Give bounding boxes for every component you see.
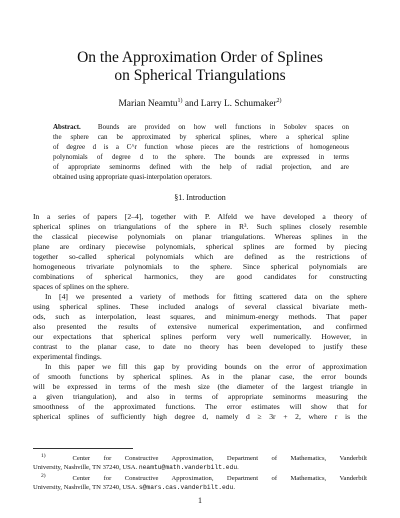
footnote-mark: 1): [41, 453, 46, 459]
paragraph: [33, 212, 367, 292]
paragraph: [33, 292, 367, 362]
title-line-2: on Spherical Triangulations: [114, 67, 286, 84]
paragraph-line: will be expressed in terms of the mesh size (the diameter of the largest triangle in: [33, 382, 367, 391]
author-name: Larry L. Schumaker: [200, 99, 277, 110]
paragraph-line: ods, such as interpolation, least squares, and minimum-energy methods. That paper: [33, 312, 367, 321]
abstract-line: of degree d is a C^r function whose pieces are the restrictions of homogeneous: [53, 143, 349, 151]
abstract-line: polynomials of degree d to the sphere. The bounds are expressed in terms: [53, 153, 349, 161]
paragraph-line: experimental findings.: [33, 352, 102, 361]
paragraph-line: In a series of papers [2–4], together with P. Alfeld we have developed a theory of: [33, 212, 367, 221]
paragraph-line: spherical splines on triangulations of the sphere in R³. Such splines closely resemble: [33, 222, 367, 231]
paragraph-line: also presented the results of extensive numerical experimentation, and confirmed: [33, 322, 367, 331]
footnote-line: Center for Constructive Approximation, Department of Mathematics, Vanderbilt: [72, 455, 367, 463]
footnote-rule: [33, 448, 133, 449]
footnote-email-link[interactable]: neamtu@math.vanderbilt.edu: [138, 464, 238, 472]
paragraph-line: homogeneous trivariate polynomials to the sphere. Since spherical polynomials are: [33, 262, 367, 271]
abstract-line: the sphere can be approximated by spherical splines, where a spherical spline: [53, 133, 349, 141]
author-name: Marian Neamtu: [118, 99, 178, 110]
paragraph-line: In this paper we fill this gap by providing bounds on the error of approximation: [45, 362, 367, 371]
author-affiliation-mark: 2): [276, 98, 282, 104]
paragraph-line: using spherical splines. These included analogs of several classical bivariate meth-: [33, 302, 367, 311]
paragraph-line: the classical piecewise polynomials on planar triangulations. Whereas splines in the: [33, 232, 367, 241]
paragraph-line: together so-called spherical polynomials which are defined as the restrictions of: [33, 252, 367, 261]
footnote-mark: 2): [41, 473, 46, 479]
footnote-email-link[interactable]: s@mars.cas.vanderbilt.edu: [138, 484, 234, 492]
author-affiliation-mark: 1): [177, 98, 183, 104]
paragraph-line: of smooth functions by spherical splines. As in the planar case, the error bounds: [33, 372, 367, 381]
footnote-line: University, Nashville, TN 37240, USA.: [33, 464, 138, 472]
paragraph-line: spherical splines of sufficiently high degree d, namely d ≥ 3r + 2, where r is the: [33, 412, 367, 421]
paragraph-line: spaces of splines on the sphere.: [33, 282, 129, 291]
footnote: [33, 472, 367, 492]
paragraph-line: In [4] we presented a variety of methods for fitting scattered data on the sphere: [45, 292, 367, 301]
paragraph-line: plane are ordinary piecewise polynomials, spherical splines are formed by piecing: [33, 242, 367, 251]
paragraph-line: a given triangulation), and also in terms of appropriate seminorms measuring the: [33, 392, 367, 401]
paragraph: [33, 362, 367, 422]
footnote-punctuation: .: [237, 464, 239, 472]
paragraph-line: contrast to the planar case, to date no theory has been developed to justify these: [33, 342, 367, 351]
paragraph-line: our expectations that spherical splines perform very well numerically. However, in: [33, 332, 367, 341]
abstract-line: Bounds are provided on how well functions in Sobolev spaces on: [97, 123, 350, 131]
footnote-punctuation: .: [233, 484, 235, 492]
page-number: 1: [198, 496, 202, 505]
paragraph-line: combinations of spherical harmonics, they are good candidates for constructing: [33, 272, 367, 281]
abstract-line: of appropriate seminorms defined with the help of radial projection, and are: [53, 163, 349, 171]
abstract: [53, 122, 349, 182]
footnote-line: Center for Constructive Approximation, Department of Mathematics, Vanderbilt: [72, 475, 367, 483]
author-conjunction: and: [184, 99, 199, 110]
footnote: [33, 452, 367, 472]
footnote-line: University, Nashville, TN 37240, USA.: [33, 484, 138, 492]
author-line: [0, 98, 400, 109]
paragraph-line: smoothness of the approximated functions. The error estimates will show that for: [33, 402, 367, 411]
abstract-line: obtained using appropriate quasi-interpolation operators.: [53, 173, 212, 181]
title-line-1: On the Approximation Order of Splines: [77, 49, 323, 66]
section-heading: §1. Introduction: [174, 193, 226, 202]
abstract-label: Abstract.: [53, 123, 81, 131]
